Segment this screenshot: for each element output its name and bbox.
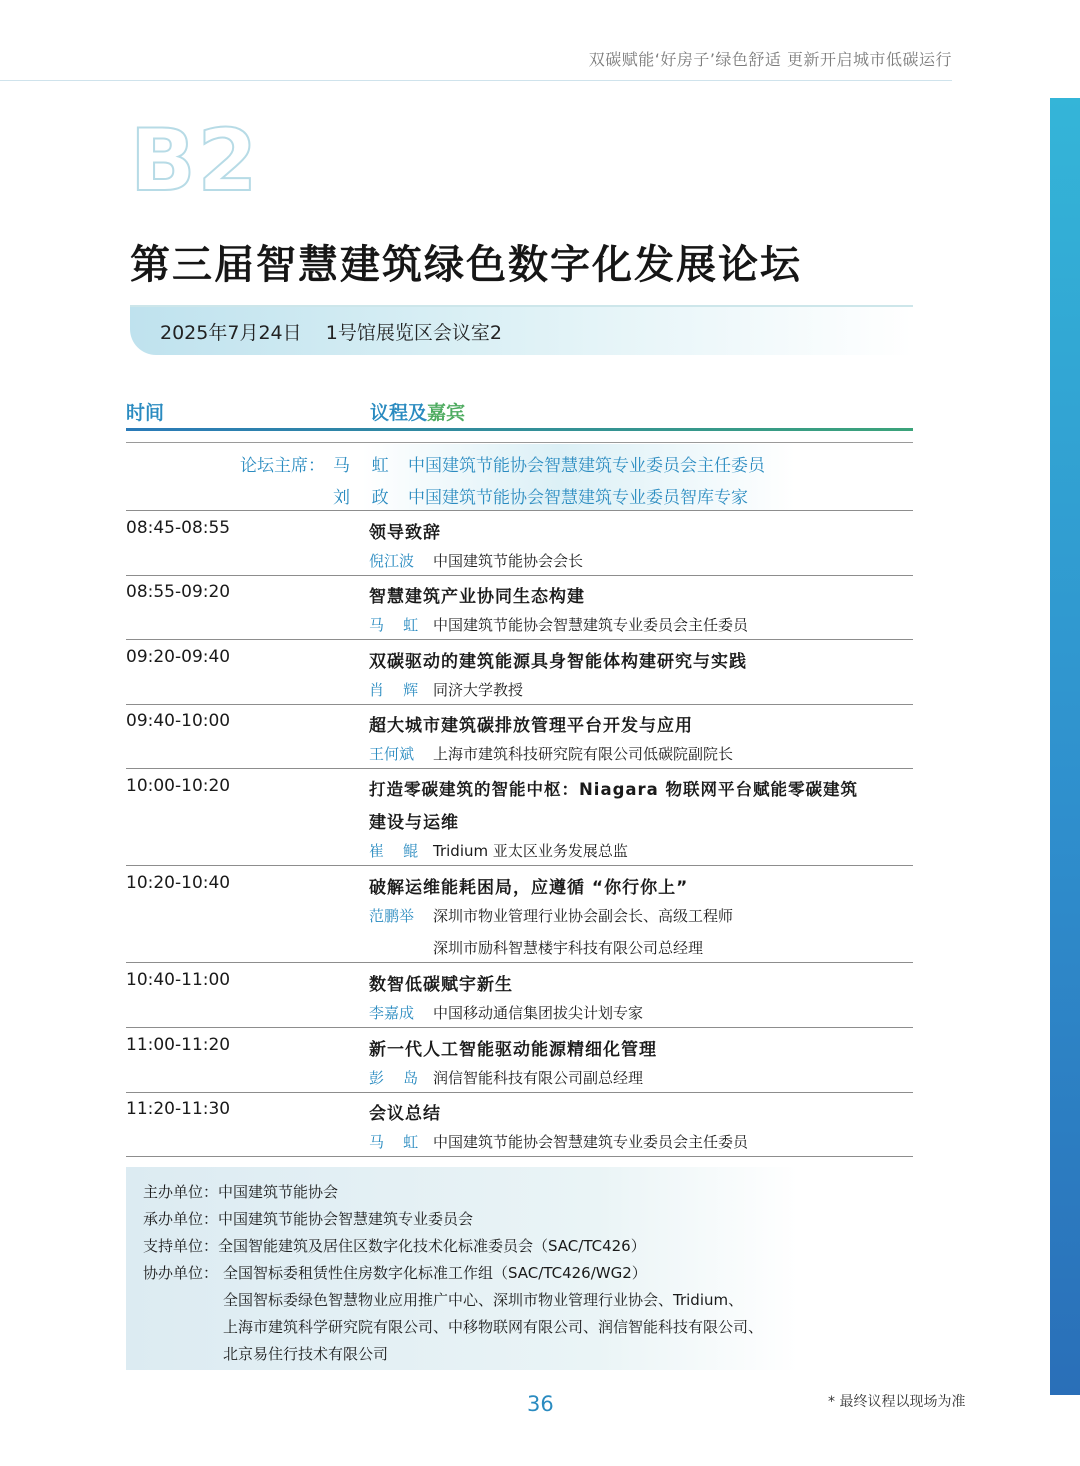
speaker-name: 李嘉成 (369, 1004, 415, 1022)
side-color-band (1050, 98, 1080, 1395)
speaker-name: 肖 辉 (369, 681, 419, 699)
agenda-time: 11:00-11:20 (126, 1035, 231, 1055)
row-divider (126, 1027, 913, 1028)
footnote: * 最终议程以现场为准 (828, 1394, 966, 1410)
agenda-topic: 打造零碳建筑的智能中枢：Niagara 物联网平台赋能零碳建筑 (369, 780, 859, 799)
chair-org: 中国建筑节能协会智慧建筑专业委员智库专家 (408, 488, 748, 508)
co-organizer-label: 协办单位： (143, 1264, 219, 1282)
row-divider (126, 639, 913, 640)
page-number: 36 (527, 1392, 554, 1416)
speaker-name: 崔 鲲 (369, 842, 419, 860)
speaker-title: 深圳市物业管理行业协会副会长、高级工程师 (433, 907, 734, 925)
row-divider (126, 510, 913, 511)
agenda-time: 09:20-09:40 (126, 647, 231, 667)
speaker-name: 范鹏举 (369, 907, 415, 925)
speaker-title: Tridium 亚太区业务发展总监 (433, 842, 628, 860)
header-divider (0, 80, 952, 81)
agenda-time: 10:40-11:00 (126, 970, 231, 990)
agenda-topic: 超大城市建筑碳排放管理平台开发与应用 (369, 716, 693, 736)
agenda-time: 10:00-10:20 (126, 776, 231, 796)
forum-title: 第三届智慧建筑绿色数字化发展论坛 (130, 242, 802, 288)
agenda-time: 09:40-10:00 (126, 711, 231, 731)
agenda-topic: 领导致辞 (369, 523, 441, 543)
agenda-topic: 双碳驱动的建筑能源具身智能体构建研究与实践 (369, 652, 747, 672)
speaker-title: 中国建筑节能协会智慧建筑专业委员会主任委员 (433, 1133, 749, 1151)
speaker-name: 马 虹 (369, 1133, 419, 1151)
row-divider (126, 865, 913, 866)
agenda-time: 08:45-08:55 (126, 518, 231, 538)
row-divider (126, 704, 913, 705)
agenda-topic: 破解运维能耗困局，应遵循 “你行你上” (369, 878, 689, 898)
agenda-topic: 数智低碳赋宇新生 (369, 975, 513, 995)
speaker-title: 中国建筑节能协会会长 (433, 552, 584, 570)
column-header-agenda (370, 398, 465, 425)
speaker-name: 王何斌 (369, 745, 415, 763)
co-organizer-line: 全国智标委绿色智慧物业应用推广中心、深圳市物业管理行业协会、Tridium、 (223, 1291, 744, 1309)
agenda-topic-continued: 建设与运维 (369, 813, 459, 833)
running-header: 双碳赋能‘好房子’绿色舒适 更新开启城市低碳运行 (588, 50, 952, 69)
date-venue-band (130, 305, 913, 355)
row-divider (126, 1092, 913, 1093)
co-organizer-line: 上海市建筑科学研究院有限公司、中移物联网有限公司、润信智能科技有限公司、 (223, 1318, 764, 1336)
row-divider (126, 1156, 913, 1157)
row-divider (126, 575, 913, 576)
co-organizer-line: 全国智标委租赁性住房数字化标准工作组（SAC/TC426/WG2） (223, 1264, 647, 1282)
undertaker-organizer: 承办单位：中国建筑节能协会智慧建筑专业委员会 (143, 1210, 474, 1228)
header-rule (126, 428, 913, 431)
column-header-agenda-b: 嘉宾 (427, 402, 466, 424)
speaker-name: 倪江波 (369, 552, 415, 570)
agenda-time: 11:20-11:30 (126, 1099, 231, 1119)
forum-code: B2 (130, 111, 260, 211)
supporter-organizer: 支持单位：全国智能建筑及居住区数字化技术化标准委员会（SAC/TC426） (143, 1237, 646, 1255)
agenda-time: 08:55-09:20 (126, 582, 231, 602)
co-organizer-line: 北京易住行技术有限公司 (223, 1345, 389, 1363)
speaker-title: 中国建筑节能协会智慧建筑专业委员会主任委员 (433, 616, 749, 634)
header-rule-thin (126, 442, 913, 443)
row-divider (126, 768, 913, 769)
agenda-topic: 智慧建筑产业协同生态构建 (369, 587, 585, 607)
agenda-topic: 新一代人工智能驱动能源精细化管理 (369, 1040, 657, 1060)
host-organizer: 主办单位：中国建筑节能协会 (143, 1183, 339, 1201)
row-divider (126, 962, 913, 963)
agenda-topic: 会议总结 (369, 1104, 441, 1124)
speaker-title: 上海市建筑科技研究院有限公司低碳院副院长 (433, 745, 734, 763)
chair-name: 马 虹 (333, 456, 389, 476)
speaker-title: 同济大学教授 (433, 681, 524, 699)
date-venue: 2025年7月24日 1号馆展览区会议室2 (160, 322, 502, 344)
chair-org: 中国建筑节能协会智慧建筑专业委员会主任委员 (408, 456, 765, 476)
speaker-title: 中国移动通信集团拔尖计划专家 (433, 1004, 644, 1022)
chair-label: 论坛主席： (240, 456, 325, 476)
column-header-time: 时间 (126, 402, 165, 424)
agenda-time: 10:20-10:40 (126, 873, 231, 893)
speaker-title-2: 深圳市励科智慧楼宇科技有限公司总经理 (433, 939, 704, 957)
speaker-title: 润信智能科技有限公司副总经理 (433, 1069, 644, 1087)
speaker-name: 彭 岛 (369, 1069, 419, 1087)
chair-name: 刘 政 (333, 488, 389, 508)
speaker-name: 马 虹 (369, 616, 419, 634)
column-header-agenda-a: 议程及 (370, 402, 428, 424)
